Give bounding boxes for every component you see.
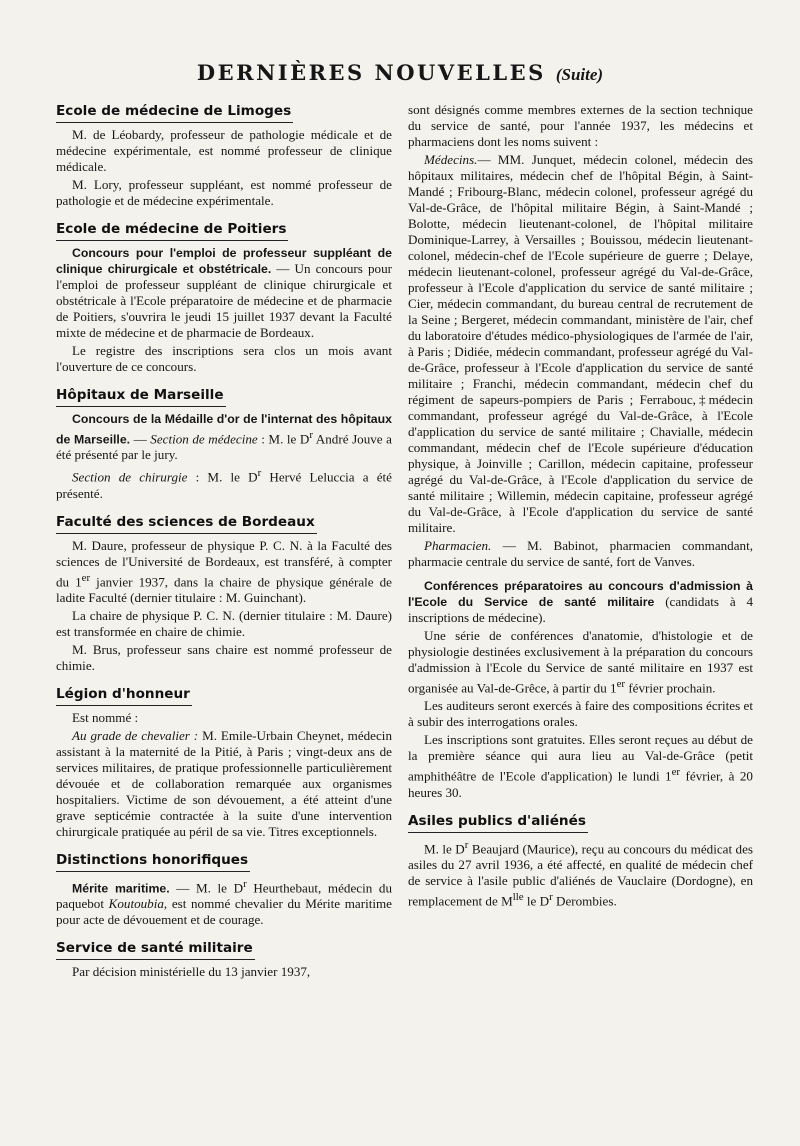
conf-p2-sup: er [616, 678, 626, 690]
ship-name: Koutoubia [108, 896, 164, 912]
bordeaux-paragraph-1 [56, 538, 392, 606]
header-suite: (Suite) [555, 65, 604, 84]
bordeaux-paragraph-3: M. Brus, professeur sans chaire est nommé professeur de chimie. [56, 642, 392, 674]
legion-text: M. Emile-Urbain Cheynet, médecin assistant à la maternité de la Pitié, à Paris ; vingt-deux ans de services militaires, de pratique professionnelle particulièrement dévouée et de collaboration remarquée aux organismes hospitaliers. Victime de son dévouement, a été atteint d'une grave septicémie contractée à la suite d'une intervention chirurgicale pratiquée au péril de sa vie. Titres exceptionnels. [56, 728, 392, 840]
conf-p4-sup: er [671, 766, 681, 779]
marseille-section-medecine: Section de médecine [150, 431, 258, 447]
page-header [0, 60, 800, 85]
poitiers-concours-heading: Concours pour l'emploi de professeur suppléant de clinique chirurgicale et obstétricale. [56, 246, 392, 276]
bordeaux-text-a: M. Daure, professeur de physique P. C. N. à la Faculté des sciences de l'Université de Bordeaux, est transféré, à compter du 1 [56, 537, 392, 590]
medecins-text: — MM. Junquet, médecin colonel, médecin des hôpitaux militaires, médecin chef de l'hôpital Bégin, à Saint-Mandé ; Fribourg-Blanc, médecin colonel, professeur agrégé du Val-de-Grâce, de l'hôpital militaire Bégin, à Saint-Mandé ; Bolotte, médecin lieutenant-colonel, de l'hôpital militaire Dominique-Larrey, à Versailles ; Bouissou, médecin lieutenant-colonel, médecin-chef de l'Ecole supérieure de guerre ; Delaye, médecin lieutenant-colonel, professeur agrégé du Val-de-Grâce, professeur à l'Ecole d'application du service de santé militaire ; Cier, médecin commandant, du bureau central de recrutement de la Seine ; Bergeret, médecin commandant, ministère de l'air, chef du laboratoire d'études médico-physiologiques de l'armée de l'air, à Paris ; Didiée, médecin commandant, professeur agrégé du Val-de-Grâce, professeur à l'Ecole d'application du service de santé militaire ; Franchi, médecin commandant, médecin chef du régiment de sapeurs-pompiers de Paris ; Ferrabouc,‡médecin commandant, professeur agrégé du Val-de-Grâce, à l'Ecole d'application du service de santé militaire ; Chavialle, médecin commandant, médecin chef de l'Ecole supérieure d'éducation physique, à Joinville ; Carillon, médecin capitaine, professeur agrégé du Val-de-Grâce, à l'Ecole d'application du service de santé militaire ; Willemin, médecin capitaine, professeur agrégé du Val-de-Grâce, à l'Ecole d'application du service de santé militaire. [408, 152, 753, 535]
conferences-paragraph-2 [408, 628, 753, 696]
conf-p2-text-b: février prochain. [625, 680, 716, 696]
marseille-sup-1: r [309, 429, 313, 441]
service-continued: sont désignés comme membres externes de la section technique du service de santé, pour l'année 1937, les médecins et pharmaciens dont les noms suivent : [408, 102, 753, 149]
distinctions-text-b: Heurthebaut, médecin du paquebot [56, 880, 392, 912]
section-title-legion: Légion d'honneur [56, 686, 192, 706]
section-title-poitiers: Ecole de médecine de Poitiers [56, 221, 288, 241]
distinctions-text-c: , est nommé chevalier du Mérite maritime pour acte de dévouement et de courage. [56, 896, 392, 928]
asiles-sup-2: lle [512, 891, 524, 904]
asiles-text-a: M. le D [424, 841, 465, 857]
marseille-dash: — [130, 431, 151, 447]
conferences-heading: Conférences préparatoires au concours d'admission à l'Ecole du Service de santé militaire [408, 579, 753, 609]
conferences-paragraph-3: Les auditeurs seront exercés à faire des compositions écrites et à subir des interrogations orales. [408, 698, 753, 730]
conferences-paragraph-4 [408, 732, 753, 800]
bordeaux-text-b: janvier 1937, dans la chaire de physique générale de ladite Faculté (dernier titulaire : M. Guinchant). [56, 574, 392, 606]
service-paragraph-1: Par décision ministérielle du 13 janvier 1937, [72, 964, 311, 980]
left-column [56, 102, 392, 982]
marseille-section-chirurgie: Section de chirurgie [72, 469, 188, 485]
merite-maritime-heading: Mérite maritime. [72, 881, 170, 896]
legion-paragraph-1: Est nommé : [72, 710, 139, 726]
bordeaux-paragraph-2: La chaire de physique P. C. N. (dernier titulaire : M. Daure) est transformée en chaire de chimie. [56, 608, 392, 640]
legion-grade: Au grade de chevalier : [72, 728, 199, 744]
section-title-limoges: Ecole de médecine de Limoges [56, 103, 293, 123]
poitiers-concours-text: — Un concours pour l'emploi de professeur suppléant de clinique chirurgicale et obstétricale à l'Ecole préparatoire de médecine et de pharmacie de Poitiers, s'ouvrira le jeudi 15 juillet 1937 devant la Faculté mixte de médecine et de pharmacie de Bordeaux. [56, 261, 392, 340]
distinctions-sup: r [243, 878, 247, 891]
limoges-paragraph-1: M. de Léobardy, professeur de pathologie médicale et de médecine expérimentale, est nommé professeur de clinique médicale. [56, 127, 392, 174]
right-column [408, 102, 753, 911]
marseille-text-a: : M. le D [257, 431, 310, 447]
marseille-paragraph-2 [56, 465, 392, 501]
medecins-paragraph [408, 152, 753, 536]
poitiers-paragraph-1 [56, 245, 392, 341]
distinctions-paragraph-1 [56, 876, 392, 928]
header-title: DERNIÈRES NOUVELLES [196, 60, 546, 85]
marseille-text-d: Hervé Leluccia a été présenté. [56, 469, 392, 501]
conf-p4-text-a: Les inscriptions sont gratuites. Elles seront reçues au début de la première séance qui aura lieu au Val-de-Grâce (petit amphithéâtre de l'Ecole d'application) le lundi 1 [408, 732, 753, 784]
medecins-label: Médecins. [424, 152, 478, 167]
conf-p4-text-b: février, à 20 heures 30. [408, 768, 753, 800]
section-title-service: Service de santé militaire [56, 940, 255, 960]
asiles-text-c: le D [523, 893, 550, 909]
limoges-paragraph-2: M. Lory, professeur suppléant, est nommé professeur de pathologie et de médecine expérimentale. [56, 177, 392, 208]
pharmacien-label: Pharmacien. [424, 538, 492, 553]
section-title-marseille: Hôpitaux de Marseille [56, 387, 226, 407]
marseille-paragraph-1 [56, 411, 392, 463]
marseille-medaille-heading: Concours de la Médaille d'or de l'internat des hôpitaux de Marseille. [56, 412, 392, 447]
marseille-sup-2: r [257, 467, 262, 480]
poitiers-paragraph-2: Le registre des inscriptions sera clos un mois avant l'ouverture de ce concours. [56, 343, 392, 374]
bordeaux-sup: er [81, 571, 91, 584]
marseille-text-b: André Jouve a été présenté par le jury. [56, 431, 392, 463]
asiles-sup-1: r [464, 838, 469, 851]
asiles-sup-3: r [549, 891, 553, 904]
distinctions-text-a: — M. le D [169, 880, 244, 896]
pharmacien-text: — M. Babinot, pharmacien commandant, pharmacie centrale du service de santé, fort de Vanves. [408, 538, 753, 569]
section-title-bordeaux: Faculté des sciences de Bordeaux [56, 514, 317, 534]
marseille-text-c: : M. le D [187, 469, 258, 485]
section-title-distinctions: Distinctions honorifiques [56, 852, 250, 872]
conf-p2-text-a: Une série de conférences d'anatomie, d'histologie et de physiologie destinées exclusivement à la préparation du concours d'admission à l'Ecole du Service de santé militaire en 1937 est organisée au Val-de-Grêce, à partir du 1 [408, 628, 753, 696]
conferences-paragraph-1 [408, 578, 753, 626]
asiles-text-d: Derombies. [552, 893, 617, 909]
asiles-text-b: Beaujard (Maurice), reçu au concours du médicat des asiles du 27 avril 1936, a été affecté, en qualité de médecin chef de service à l'asile public d'aliénés de Vauclaire (Dordogne), en remplacement de M [408, 841, 753, 909]
pharmacien-paragraph [408, 538, 753, 570]
asiles-paragraph-1 [408, 837, 753, 910]
conferences-text: (candidats à 4 inscriptions de médecine). [408, 594, 753, 625]
legion-paragraph-2 [56, 728, 392, 840]
section-title-asiles: Asiles publics d'aliénés [408, 813, 588, 833]
